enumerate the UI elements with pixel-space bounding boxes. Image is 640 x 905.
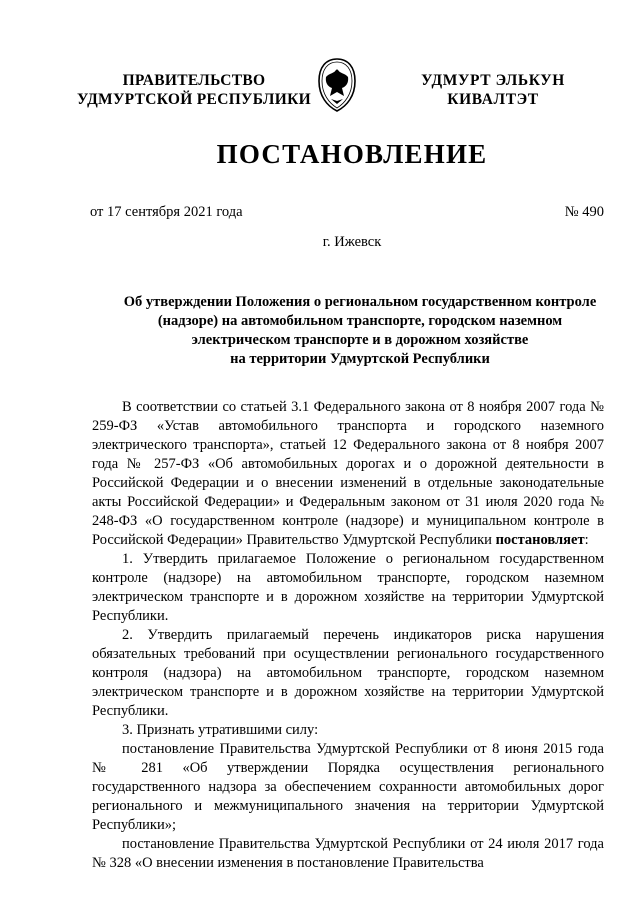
heading-line: Об утверждении Положения о региональном государственном контроле (123, 294, 597, 310)
heading-line: (надзоре) на автомобильном транспорте, городском наземном (157, 313, 563, 329)
document-date: от 17 сентября 2021 года (90, 204, 243, 220)
header-left (60, 71, 328, 109)
paragraph-item3: 3. Признать утратившими силу: (122, 722, 319, 738)
resolves-colon: : (584, 532, 589, 548)
resolves-word: постановляет (495, 532, 585, 548)
paragraph-item2: 2. Утвердить прилагаемый перечень индикаторов риска нарушения обязательных требований при осуществлении регионального государственного контроля (надзора) на автомобильном транспорте, городском наземном электрическом транспорте и в дорожном хозяйстве на территории Удмуртской Республики. (92, 627, 604, 719)
heading-line: электрическом транспорте и в дорожном хозяйстве (191, 332, 529, 348)
udmurt-coat-of-arms-icon (317, 57, 357, 113)
header-left-line1: ПРАВИТЕЛЬСТВО (122, 72, 266, 89)
paragraph-item1: 1. Утвердить прилагаемое Положение о региональном государственном контроле (надзоре) на автомобильном транспорте, городском наземном электрическом транспорте и в дорожном хозяйстве на территории Удмуртской Республики. (92, 551, 604, 624)
intro-text: В соответствии со статьей 3.1 Федерального закона от 8 ноября 2007 года № 259-ФЗ «Устав автомобильного транспорта и городского наземного электрического транспорта», статьей 12 Федерального закона от 8 ноября 2007 года № 257-ФЗ «Об автомобильных дорогах и о дорожной деятельности в Российской Федерации и о внесении изменений в отдельные законодательные акты Российской Федерации» и Федеральным законом от 31 июля 2020 года № 248-ФЗ «О государственном контроле (надзоре) и муниципальном контроле в Российской Федерации» Правительство Удмуртской Республики (92, 399, 604, 548)
document-city: г. Ижевск (322, 234, 382, 250)
document-number: № 490 (564, 204, 604, 220)
header-right-line1: УДМУРТ ЭЛЬКУН (421, 72, 565, 89)
document-body (92, 398, 604, 873)
document-title: ПОСТАНОВЛЕНИЕ (216, 139, 488, 169)
paragraph-item3-b: постановление Правительства Удмуртской Республики от 24 июля 2017 года № 328 «О внесении изменения в постановление Правительства (92, 836, 604, 871)
paragraph-item3-a: постановление Правительства Удмуртской Республики от 8 июня 2015 года № 281 «Об утверждении Порядка осуществления регионального государственного надзора за обеспечением сохранности автомобильных дорог регионального и межмуниципального значения на территории Удмуртской Республики»; (92, 741, 604, 833)
header-right (382, 71, 604, 109)
header-left-line2: УДМУРТСКОЙ РЕСПУБЛИКИ (76, 91, 311, 108)
header-right-line2: КИВАЛТЭТ (447, 91, 539, 108)
document-heading (80, 293, 640, 369)
paragraph-intro (92, 398, 604, 550)
heading-line: на территории Удмуртской Республики (230, 351, 490, 367)
